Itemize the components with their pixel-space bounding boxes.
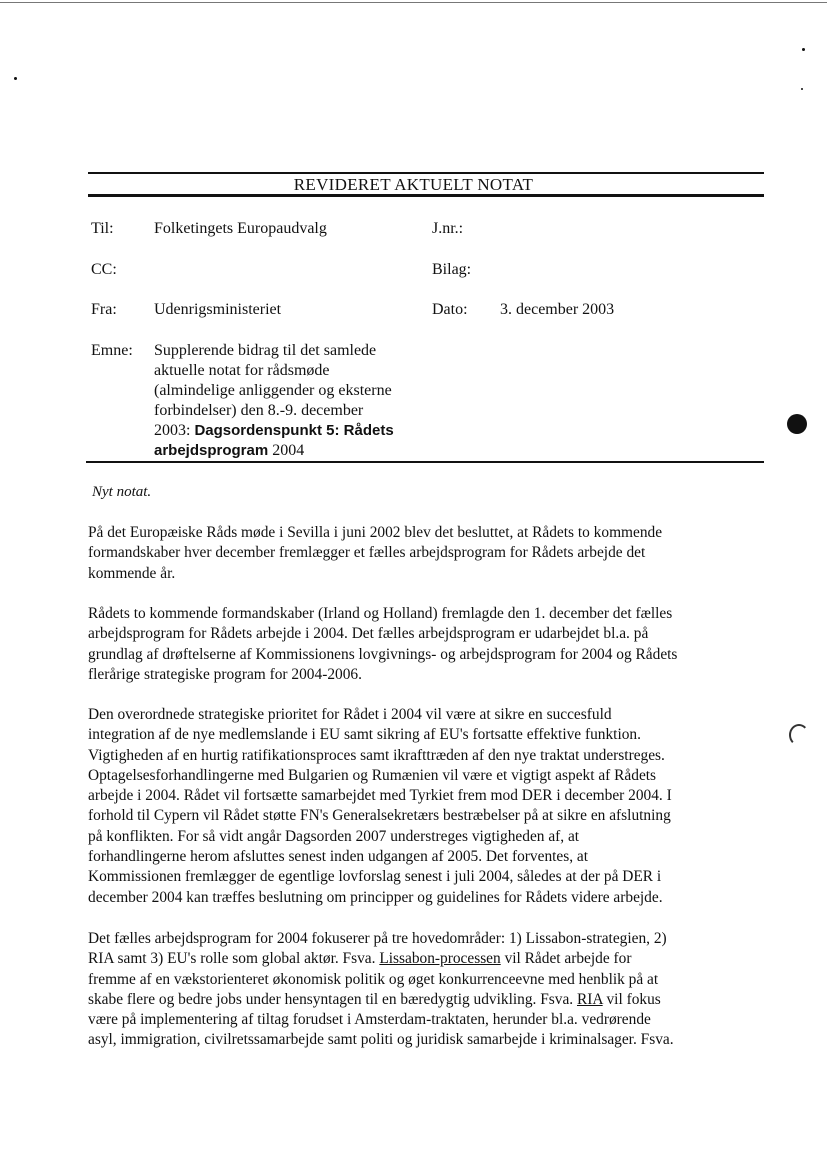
underlined-term-lissabon: Lissabon-processen (379, 950, 501, 968)
paragraph-3 (88, 705, 758, 908)
text-line (88, 949, 758, 969)
field-value-dato: 3. december 2003 (500, 301, 615, 318)
text-line: december 2004 kan træffes beslutning om principper og guidelines for Rådets videre arbejde. (88, 888, 663, 906)
emne-year: 2003: (154, 422, 195, 439)
paragraph-4 (88, 929, 758, 1051)
underlined-term-ria: RIA (576, 990, 603, 1008)
text-line: Det fælles arbejdsprogram for 2004 fokuserer på tre hovedområder: 1) Lissabon-strategien, 2) (88, 930, 667, 947)
field-value-emne (154, 341, 434, 461)
paragraph-1 (88, 523, 758, 584)
text-line: fremme af en vækstorienteret økonomisk politik og øget konkurrenceevne med henblik på at (88, 970, 659, 988)
text-line: Den overordnede strategiske prioritet for Rådet i 2004 vil være at sikre en succesfuld (88, 706, 612, 723)
emne-year-2004: 2004 (268, 442, 305, 459)
scan-speck (801, 88, 803, 90)
field-label-dato: Dato: (432, 301, 468, 318)
emne-line (154, 441, 434, 461)
text-line: På det Europæiske Råds møde i Sevilla i juni 2002 blev det besluttet, at Rådets to kommende (88, 524, 663, 541)
text-run: vil Rådet arbejde for (500, 950, 632, 968)
paragraph-2 (88, 604, 758, 685)
text-line: grundlag af drøftelserne af Kommissionens lovgivnings- og arbejdsprogram for 2004 og Rådets (88, 645, 678, 663)
text-run: RIA samt 3) EU's rolle som global aktør. Fsva. (88, 950, 380, 968)
emne-line: Supplerende bidrag til det samlede (154, 342, 377, 359)
header-rule-top (88, 172, 764, 174)
emne-line: forbindelser) den 8.-9. december (154, 402, 364, 419)
text-line: flerårige strategiske program for 2004-2006. (88, 665, 362, 683)
text-line: på konflikten. For så vidt angår Dagsorden 2007 understreges vigtigheden af, at (88, 827, 580, 845)
scan-punch-hole-outline (789, 724, 809, 746)
text-line: kommende år. (88, 564, 176, 582)
text-line: Kommissionen fremlægger de egentlige lovforslag senest i juli 2004, således at der på DER i (88, 868, 662, 886)
field-label-jnr: J.nr.: (432, 220, 464, 237)
emne-line: aktuelle notat for rådsmøde (154, 362, 330, 379)
field-label-bilag: Bilag: (432, 261, 472, 278)
field-value-fra: Udenrigsministeriet (154, 301, 282, 318)
text-line: arbejde i 2004. Rådet vil fortsætte samarbejdet med Tyrkiet frem mod DER i december 2004. I (88, 787, 672, 805)
scan-speck (14, 77, 17, 80)
field-value-til: Folketingets Europaudvalg (154, 220, 327, 237)
note-label: Nyt notat. (92, 484, 152, 500)
emne-line: (almindelige anliggender og eksterne (154, 382, 392, 399)
text-run: vil fokus (602, 990, 661, 1008)
emne-agenda-item: Dagsordenspunkt 5: Rådets (194, 422, 394, 439)
document-title: REVIDERET AKTUELT NOTAT (293, 175, 534, 194)
emne-line (154, 421, 434, 441)
text-line: forhandlingerne herom afsluttes senest inden udgangen af 2005. Det forventes, at (88, 848, 589, 866)
field-label-cc: CC: (91, 261, 117, 278)
field-label-til: Til: (91, 220, 114, 237)
header-rule-bottom (86, 461, 764, 463)
text-line (88, 990, 758, 1010)
field-label-emne: Emne: (91, 342, 133, 359)
field-label-fra: Fra: (91, 301, 117, 318)
scan-top-edge (0, 2, 827, 3)
text-line: integration af de nye medlemslande i EU samt sikring af EU's fortsatte effektive funktion. (88, 726, 641, 744)
scan-punch-hole (787, 414, 807, 434)
text-line: Vigtigheden af en hurtig ratifikationsproces samt ikrafttræden af den nye traktat understreges. (88, 746, 665, 764)
text-run: skabe flere og bedre jobs under hensyntagen til en bæredygtig udvikling. Fsva. (88, 990, 577, 1008)
text-line: Rådets to kommende formandskaber (Irland og Holland) fremlagde den 1. december det fælles (88, 605, 673, 622)
scan-speck (802, 48, 805, 51)
text-line: asyl, immigration, civilretssamarbejde samt politi og juridisk samarbejde i kriminalsager. Fsva. (88, 1031, 674, 1049)
text-line: formandskaber hver december fremlægger et fælles arbejdsprogram for Rådets arbejde det (88, 544, 646, 562)
text-line: Optagelsesforhandlingerne med Bulgarien og Rumænien vil være et vigtigt aspekt af Rådets (88, 766, 657, 784)
emne-agenda-item-cont: arbejdsprogram (154, 442, 269, 459)
text-line: forhold til Cypern vil Rådet støtte FN's Generalsekretærs bestræbelser på at sikre en afslutning (88, 807, 671, 825)
text-line: arbejdsprogram for Rådets arbejde i 2004. Det fælles arbejdsprogram er udarbejdet bl.a. på (88, 625, 649, 643)
text-line: være på implementering af tiltag forudset i Amsterdam-traktaten, herunder bl.a. vedrørende (88, 1011, 651, 1029)
